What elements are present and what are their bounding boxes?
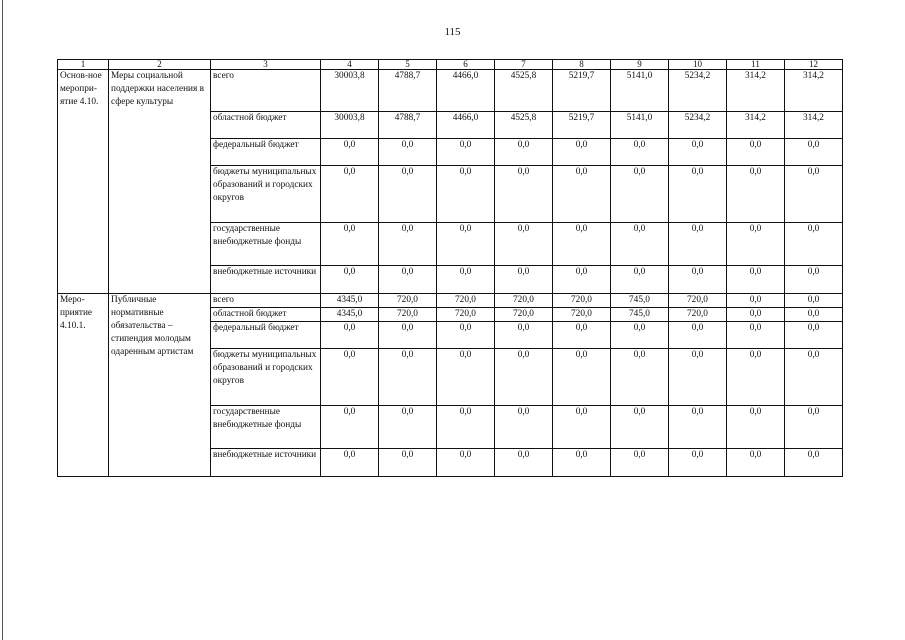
amount-cell: 720,0 <box>379 294 437 308</box>
amount-cell: 0,0 <box>553 449 611 477</box>
amount-cell: 720,0 <box>379 308 437 322</box>
amount-cell: 314,2 <box>785 112 843 139</box>
amount-cell: 0,0 <box>553 166 611 223</box>
amount-cell: 5141,0 <box>611 112 669 139</box>
amount-cell: 0,0 <box>727 223 785 266</box>
amount-cell: 0,0 <box>727 308 785 322</box>
amount-cell: 0,0 <box>727 322 785 349</box>
funding-source: федеральный бюджет <box>211 322 321 349</box>
amount-cell: 30003,8 <box>321 112 379 139</box>
column-number: 1 <box>58 60 109 70</box>
amount-cell: 0,0 <box>611 223 669 266</box>
amount-cell: 4345,0 <box>321 308 379 322</box>
funding-source: внебюджетные источники <box>211 449 321 477</box>
amount-cell: 0,0 <box>611 406 669 449</box>
budget-table <box>57 59 843 477</box>
column-number: 3 <box>211 60 321 70</box>
amount-cell: 0,0 <box>495 166 553 223</box>
column-number: 9 <box>611 60 669 70</box>
amount-cell: 720,0 <box>495 294 553 308</box>
funding-source: государственные внебюджетные фонды <box>211 406 321 449</box>
amount-cell: 0,0 <box>669 322 727 349</box>
amount-cell: 314,2 <box>727 70 785 112</box>
scan-edge-line <box>2 0 3 640</box>
amount-cell: 4345,0 <box>321 294 379 308</box>
amount-cell: 0,0 <box>727 266 785 294</box>
amount-cell: 5234,2 <box>669 112 727 139</box>
amount-cell: 0,0 <box>437 223 495 266</box>
amount-cell: 0,0 <box>669 406 727 449</box>
page-number: 115 <box>444 26 461 38</box>
amount-cell: 0,0 <box>321 406 379 449</box>
amount-cell: 5219,7 <box>553 112 611 139</box>
column-number: 4 <box>321 60 379 70</box>
amount-cell: 0,0 <box>727 349 785 406</box>
amount-cell: 0,0 <box>379 266 437 294</box>
amount-cell: 0,0 <box>669 223 727 266</box>
amount-cell: 5234,2 <box>669 70 727 112</box>
column-number: 7 <box>495 60 553 70</box>
amount-cell: 4525,8 <box>495 112 553 139</box>
amount-cell: 0,0 <box>785 266 843 294</box>
amount-cell: 0,0 <box>785 322 843 349</box>
amount-cell: 0,0 <box>379 406 437 449</box>
amount-cell: 0,0 <box>785 166 843 223</box>
amount-cell: 0,0 <box>553 322 611 349</box>
amount-cell: 0,0 <box>669 139 727 166</box>
funding-source: федеральный бюджет <box>211 139 321 166</box>
column-number: 11 <box>727 60 785 70</box>
amount-cell: 0,0 <box>437 349 495 406</box>
amount-cell: 0,0 <box>611 266 669 294</box>
amount-cell: 0,0 <box>437 449 495 477</box>
table-row <box>58 70 843 112</box>
amount-cell: 0,0 <box>669 349 727 406</box>
amount-cell: 0,0 <box>321 322 379 349</box>
amount-cell: 0,0 <box>553 223 611 266</box>
funding-source: внебюджетные источники <box>211 266 321 294</box>
amount-cell: 0,0 <box>611 449 669 477</box>
amount-cell: 4466,0 <box>437 70 495 112</box>
amount-cell: 0,0 <box>379 322 437 349</box>
amount-cell: 0,0 <box>437 322 495 349</box>
amount-cell: 720,0 <box>669 294 727 308</box>
amount-cell: 0,0 <box>611 322 669 349</box>
amount-cell: 0,0 <box>321 139 379 166</box>
amount-cell: 0,0 <box>495 449 553 477</box>
amount-cell: 0,0 <box>437 266 495 294</box>
amount-cell: 0,0 <box>727 294 785 308</box>
amount-cell: 0,0 <box>785 406 843 449</box>
amount-cell: 720,0 <box>553 294 611 308</box>
amount-cell: 0,0 <box>553 266 611 294</box>
amount-cell: 0,0 <box>379 139 437 166</box>
funding-source: областной бюджет <box>211 308 321 322</box>
amount-cell: 0,0 <box>785 294 843 308</box>
amount-cell: 314,2 <box>785 70 843 112</box>
amount-cell: 720,0 <box>553 308 611 322</box>
funding-source: государственные внебюджетные фонды <box>211 223 321 266</box>
column-number-row <box>58 60 843 70</box>
amount-cell: 0,0 <box>495 223 553 266</box>
amount-cell: 0,0 <box>553 139 611 166</box>
amount-cell: 0,0 <box>785 349 843 406</box>
amount-cell: 745,0 <box>611 294 669 308</box>
amount-cell: 0,0 <box>669 166 727 223</box>
amount-cell: 720,0 <box>437 294 495 308</box>
amount-cell: 0,0 <box>321 349 379 406</box>
amount-cell: 4466,0 <box>437 112 495 139</box>
amount-cell: 5219,7 <box>553 70 611 112</box>
amount-cell: 720,0 <box>669 308 727 322</box>
amount-cell: 0,0 <box>437 406 495 449</box>
event-code: Основ-ное меропри-ятие 4.10. <box>58 70 109 294</box>
amount-cell: 0,0 <box>379 349 437 406</box>
amount-cell: 4788,7 <box>379 112 437 139</box>
amount-cell: 0,0 <box>785 449 843 477</box>
amount-cell: 720,0 <box>495 308 553 322</box>
event-name: Меры социальной поддержки населения в сфере культуры <box>109 70 211 294</box>
amount-cell: 0,0 <box>321 266 379 294</box>
amount-cell: 0,0 <box>669 449 727 477</box>
amount-cell: 745,0 <box>611 308 669 322</box>
amount-cell: 0,0 <box>495 322 553 349</box>
column-number: 2 <box>109 60 211 70</box>
column-number: 12 <box>785 60 843 70</box>
amount-cell: 0,0 <box>785 223 843 266</box>
amount-cell: 0,0 <box>611 166 669 223</box>
amount-cell: 0,0 <box>437 139 495 166</box>
amount-cell: 0,0 <box>321 449 379 477</box>
funding-source: бюджеты муниципальных образований и городских округов <box>211 166 321 223</box>
amount-cell: 0,0 <box>553 406 611 449</box>
amount-cell: 0,0 <box>379 223 437 266</box>
amount-cell: 720,0 <box>437 308 495 322</box>
amount-cell: 0,0 <box>495 266 553 294</box>
amount-cell: 0,0 <box>727 139 785 166</box>
event-code: Меро-приятие 4.10.1. <box>58 294 109 477</box>
amount-cell: 0,0 <box>321 166 379 223</box>
amount-cell: 314,2 <box>727 112 785 139</box>
table-row <box>58 294 843 308</box>
amount-cell: 0,0 <box>495 139 553 166</box>
funding-source: всего <box>211 294 321 308</box>
amount-cell: 0,0 <box>379 166 437 223</box>
amount-cell: 30003,8 <box>321 70 379 112</box>
amount-cell: 0,0 <box>321 223 379 266</box>
amount-cell: 0,0 <box>611 349 669 406</box>
amount-cell: 0,0 <box>785 139 843 166</box>
funding-source: всего <box>211 70 321 112</box>
amount-cell: 0,0 <box>727 406 785 449</box>
amount-cell: 4525,8 <box>495 70 553 112</box>
column-number: 10 <box>669 60 727 70</box>
event-name: Публичные нормативные обязательства – стипендия молодым одаренным артистам <box>109 294 211 477</box>
column-number: 8 <box>553 60 611 70</box>
amount-cell: 0,0 <box>495 349 553 406</box>
amount-cell: 5141,0 <box>611 70 669 112</box>
amount-cell: 0,0 <box>727 166 785 223</box>
amount-cell: 0,0 <box>669 266 727 294</box>
column-number: 5 <box>379 60 437 70</box>
funding-source: областной бюджет <box>211 112 321 139</box>
column-number: 6 <box>437 60 495 70</box>
funding-source: бюджеты муниципальных образований и городских округов <box>211 349 321 406</box>
amount-cell: 0,0 <box>785 308 843 322</box>
amount-cell: 0,0 <box>727 449 785 477</box>
amount-cell: 0,0 <box>379 449 437 477</box>
amount-cell: 4788,7 <box>379 70 437 112</box>
amount-cell: 0,0 <box>553 349 611 406</box>
amount-cell: 0,0 <box>495 406 553 449</box>
amount-cell: 0,0 <box>437 166 495 223</box>
amount-cell: 0,0 <box>611 139 669 166</box>
